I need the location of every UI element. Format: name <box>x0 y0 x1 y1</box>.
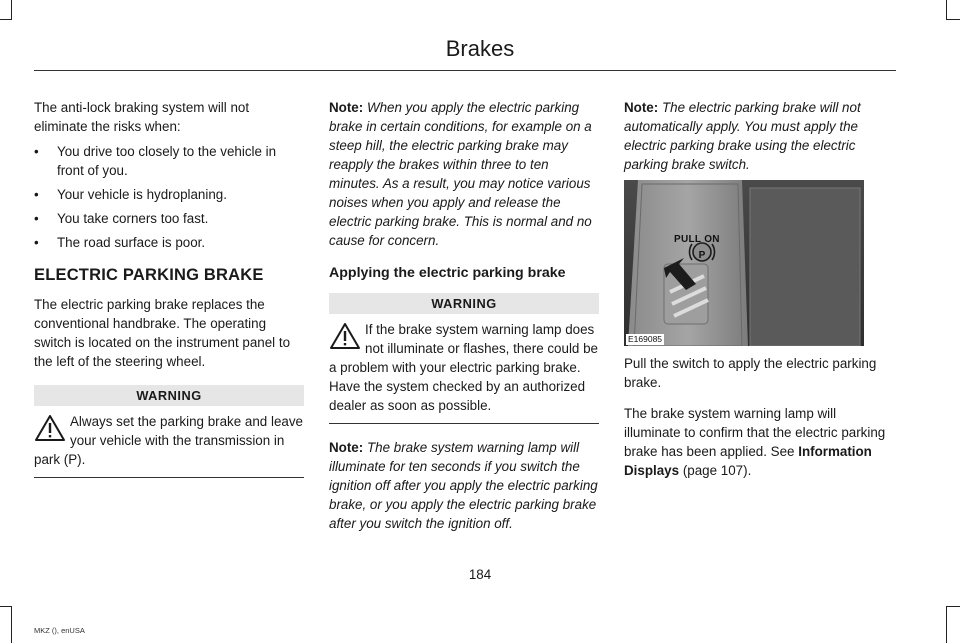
figure-id: E169085 <box>628 334 663 344</box>
bullet-glyph: • <box>34 235 39 250</box>
bullet-glyph: • <box>34 211 39 226</box>
crop-mark-top-right-h <box>946 19 960 20</box>
note-text: The brake system warning lamp will illuminate for ten seconds if you switch the ignition off after you apply the electric parking brake, or you apply the electric parking brake after you switch the ignition off. <box>329 440 598 531</box>
warning-box <box>34 406 304 478</box>
page-number: 184 <box>468 567 492 582</box>
warning-triangle-icon <box>34 414 66 442</box>
list-item <box>34 233 304 252</box>
section-text: The electric parking brake replaces the conventional handbrake. The operating switch is located on the instrument panel to the left of the steering wheel. <box>34 297 291 369</box>
bullet-glyph: • <box>34 187 39 202</box>
crop-mark-bottom-right-v <box>946 606 947 643</box>
parking-brake-switch-image <box>624 180 864 346</box>
crop-mark-top-left-h <box>0 19 12 20</box>
note-text: When you apply the electric parking brake in certain conditions, for example on a steep hill, the electric parking brake may reapply the brakes within three to ten minutes. As a result, you may notice various noises when you apply and release the electric parking brake. This is normal and no cause for concern. <box>329 100 592 248</box>
section-heading: ELECTRIC PARKING BRAKE <box>34 266 264 284</box>
warning-triangle-icon <box>329 322 361 350</box>
warning-text: If the brake system warning lamp does not illuminate or flashes, there could be a problem with your electric parking brake. Have the system checked by an authorized dealer as soon as possible. <box>329 322 598 413</box>
page-reference: (page 107). <box>679 463 752 478</box>
switch-illustration <box>624 180 864 346</box>
list-item-text: You drive too closely to the vehicle in front of you. <box>57 144 277 178</box>
crop-mark-bottom-left-h <box>0 606 12 607</box>
instruction-text: Pull the switch to apply the electric parking brake. <box>624 356 877 390</box>
warning-text: Always set the parking brake and leave your vehicle with the transmission in park (P). <box>34 414 303 467</box>
document-code: MKZ (), enUSA <box>34 626 85 635</box>
warning-header: WARNING <box>329 293 599 314</box>
warning-header: WARNING <box>34 385 304 406</box>
info-paragraph <box>624 404 896 480</box>
list-item-text: The road surface is poor. <box>57 235 206 250</box>
switch-label: PULL ON <box>674 234 720 245</box>
note-text: The electric parking brake will not automatically apply. You must apply the electric parking brake using the electric parking brake switch. <box>624 100 861 172</box>
note-label: Note: <box>624 100 659 115</box>
page-title: Brakes <box>445 36 515 61</box>
list-item-text: Your vehicle is hydroplaning. <box>57 187 227 202</box>
abs-intro: The anti-lock braking system will not eliminate the risks when: <box>34 100 250 134</box>
note-paragraph <box>329 438 599 533</box>
list-item-text: You take corners too fast. <box>57 211 209 226</box>
list-item <box>34 185 304 204</box>
switch-symbol: P <box>698 250 706 261</box>
header-rule <box>34 70 896 71</box>
crop-mark-top-right-v <box>946 0 947 20</box>
list-item <box>34 209 304 228</box>
note-paragraph <box>329 98 599 250</box>
crop-mark-bottom-left-v <box>11 606 12 643</box>
left-column <box>34 98 304 478</box>
middle-column <box>329 98 599 533</box>
note-label: Note: <box>329 440 364 455</box>
sub-heading: Applying the electric parking brake <box>329 265 566 281</box>
warning-box <box>329 314 599 424</box>
note-paragraph <box>624 98 896 174</box>
info-text: The brake system warning lamp will illuminate to confirm that the electric parking brake has been applied. See <box>624 406 886 459</box>
list-item <box>34 142 304 180</box>
right-column <box>624 98 896 480</box>
cross-reference-link[interactable]: Information Displays <box>624 444 872 478</box>
note-label: Note: <box>329 100 364 115</box>
abs-risk-list <box>34 142 304 252</box>
crop-mark-bottom-right-h <box>946 606 960 607</box>
bullet-glyph: • <box>34 144 39 159</box>
crop-mark-top-left-v <box>11 0 12 20</box>
